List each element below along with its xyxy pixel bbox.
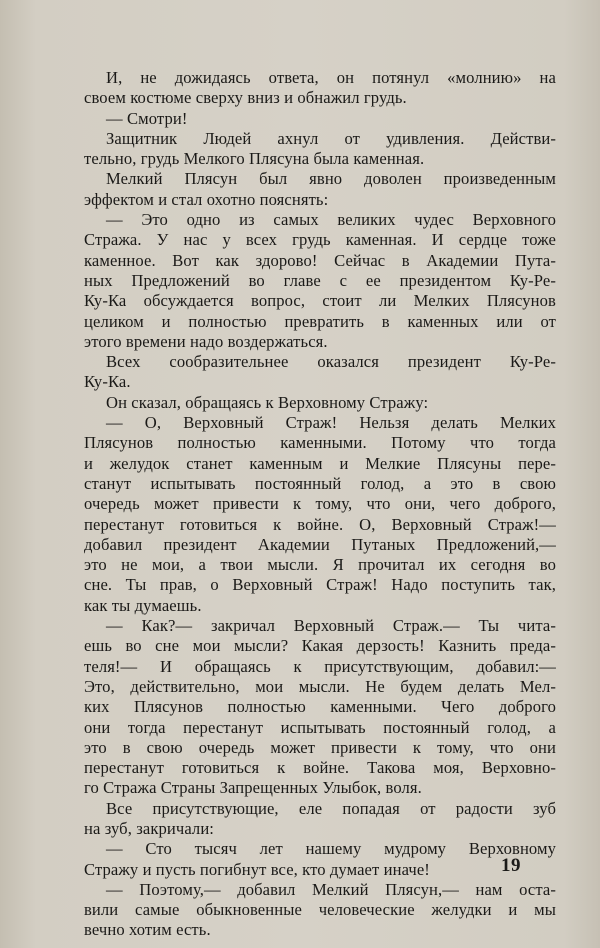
text-line: они тогда перестанут испытывать постоянный голод, а bbox=[84, 717, 556, 737]
text-line: — Смотри! bbox=[106, 108, 188, 128]
text-line: целиком и полностью превратить в каменных или от bbox=[84, 311, 556, 331]
text-line: Он сказал, обращаясь к Верховному Стражу: bbox=[106, 392, 429, 412]
text-line: перестанут готовиться к войне. Такова моя, Верховно- bbox=[84, 758, 556, 778]
text-line: каменное. Вот как здорово! Сейчас в Академии Пута- bbox=[84, 250, 556, 270]
text-line: — Это одно из самых великих чудес Верховного bbox=[106, 210, 556, 230]
text-line: — О, Верховный Страж! Нельзя делать Мелких bbox=[106, 413, 556, 433]
text-line: Стражу и пусть погибнут все, кто думает иначе! bbox=[84, 859, 430, 879]
text-line: ных Предложений во главе с ее президентом Ку-Ре- bbox=[84, 270, 556, 290]
text-line: перестанут готовиться к войне. О, Верховный Страж!— bbox=[84, 514, 556, 534]
text-line: как ты думаешь. bbox=[84, 595, 202, 615]
text-line: Стража. У нас у всех грудь каменная. И сердце тоже bbox=[84, 230, 556, 250]
text-line: и желудок станет каменным и Мелкие Плясуны пере- bbox=[84, 453, 556, 473]
text-line: тельно, грудь Мелкого Плясуна была каменная. bbox=[84, 149, 425, 169]
text-line: эффектом и стал охотно пояснять: bbox=[84, 189, 329, 209]
text-line: И, не дожидаясь ответа, он потянул «молнию» на bbox=[106, 68, 556, 87]
text-line: ких Плясунов полностью каменными. Чего доброго bbox=[84, 697, 556, 717]
text-line: на зуб, закричали: bbox=[84, 818, 215, 838]
text-line: — Поэтому,— добавил Мелкий Плясун,— нам оста- bbox=[106, 879, 556, 899]
text-line: Защитник Людей ахнул от удивления. Действи- bbox=[106, 128, 556, 148]
text-line: этого времени надо воздержаться. bbox=[84, 331, 328, 351]
text-line: Это, действительно, мои мысли. Не будем делать Мел- bbox=[84, 676, 556, 696]
text-line: Мелкий Плясун был явно доволен произведенным bbox=[106, 169, 556, 189]
text-line: это в свою очередь может привести к тому, что они bbox=[84, 737, 556, 757]
text-line: своем костюме сверху вниз и обнажил грудь. bbox=[84, 88, 407, 108]
text-line: сне. Ты прав, о Верховный Страж! Надо поступить так, bbox=[84, 575, 556, 595]
text-line: — Как?— закричал Верховный Страж.— Ты чита- bbox=[106, 616, 556, 636]
text-line: Всех сообразительнее оказался президент Ку-Ре- bbox=[106, 352, 556, 372]
text-line: добавил президент Академии Путаных Предложений,— bbox=[84, 534, 556, 554]
text-line: Ку-Ка обсуждается вопрос, стоит ли Мелких Плясунов bbox=[84, 291, 556, 311]
text-line: станут испытывать постоянный голод, а это в свою bbox=[84, 473, 556, 493]
text-line: го Стража Страны Запрещенных Улыбок, воля. bbox=[84, 778, 422, 798]
text-line: вечно хотим есть. bbox=[84, 920, 211, 940]
page-number: 19 bbox=[501, 855, 521, 876]
text-line: Ку-Ка. bbox=[84, 372, 131, 392]
text-line: вили самые обыкновенные человеческие желудки и мы bbox=[84, 900, 556, 920]
text-line: теля!— И обращаясь к присутствующим, добавил:— bbox=[84, 656, 556, 676]
body-text bbox=[84, 68, 556, 941]
text-line: Плясунов полностью каменными. Потому что тогда bbox=[84, 433, 556, 453]
text-line: — Сто тысяч лет нашему мудрому Верховному bbox=[106, 839, 556, 859]
text-line: ешь во сне мои мысли? Какая дерзость! Казнить преда- bbox=[84, 636, 556, 656]
text-line: очередь может привести к тому, что они, чего доброго, bbox=[84, 494, 556, 514]
text-line: это не мои, а твои мысли. Я прочитал их сегодня во bbox=[84, 555, 556, 575]
text-line: Все присутствующие, еле попадая от радости зуб bbox=[106, 798, 556, 818]
